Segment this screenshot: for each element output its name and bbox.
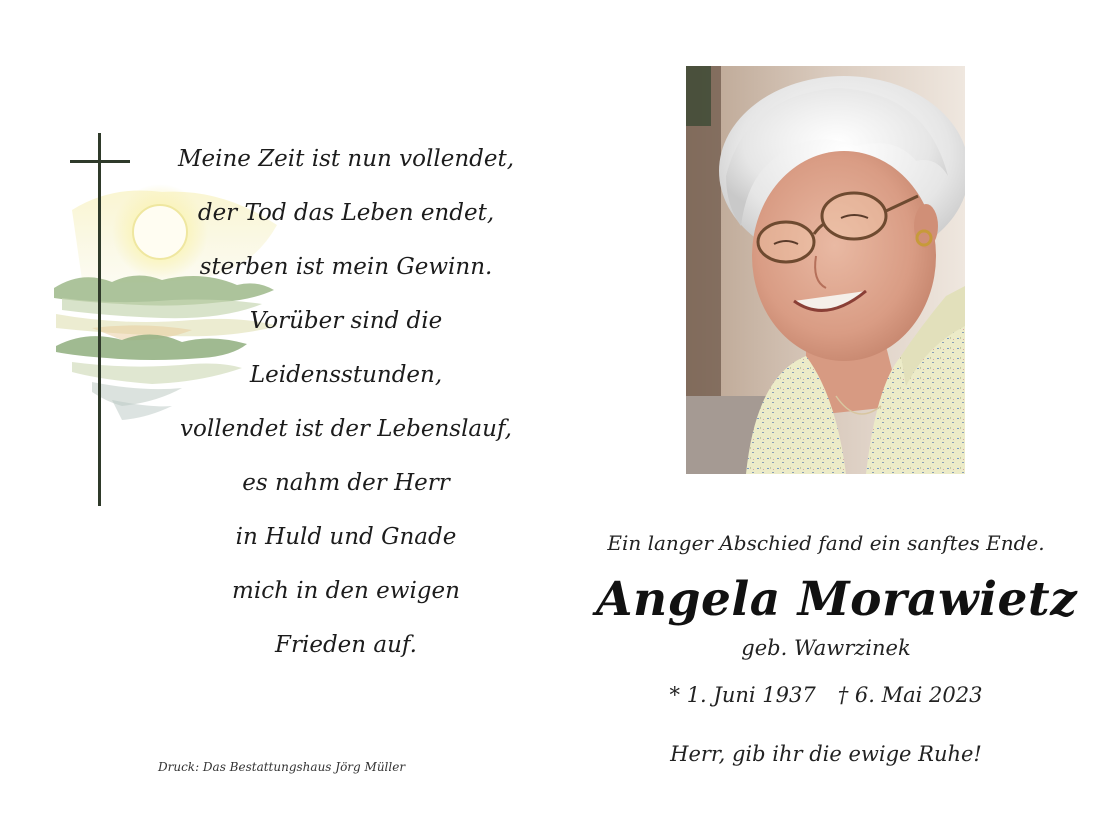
poem-line: in Huld und Gnade xyxy=(235,524,457,550)
birth-name: geb. Wawrzinek xyxy=(741,636,911,660)
poem-line: sterben ist mein Gewinn. xyxy=(199,254,493,280)
poem-line: mich in den ewigen xyxy=(232,578,460,604)
poem-line: Meine Zeit ist nun vollendet, xyxy=(177,146,515,172)
prayer-line: Herr, gib ihr die ewige Ruhe! xyxy=(670,742,982,766)
life-dates xyxy=(596,683,1056,707)
deceased-name: Angela Morawietz xyxy=(596,572,1078,627)
poem-line: der Tod das Leben endet, xyxy=(197,200,495,226)
printer-note: Druck: Das Bestattungshaus Jörg Müller xyxy=(158,760,406,774)
poem-line: Leidensstunden, xyxy=(249,362,443,388)
portrait-photo xyxy=(686,66,965,474)
poem-line: es nahm der Herr xyxy=(242,470,450,496)
farewell-line: Ein langer Abschied fand ein sanftes Ende. xyxy=(607,531,1045,555)
poem xyxy=(160,132,532,672)
birth-date: * 1. Juni 1937 xyxy=(669,683,816,707)
poem-line: Vorüber sind die xyxy=(249,308,443,334)
poem-line: Frieden auf. xyxy=(275,632,417,658)
poem-line: vollendet ist der Lebenslauf, xyxy=(180,416,512,442)
death-date: † 6. Mai 2023 xyxy=(837,683,983,707)
